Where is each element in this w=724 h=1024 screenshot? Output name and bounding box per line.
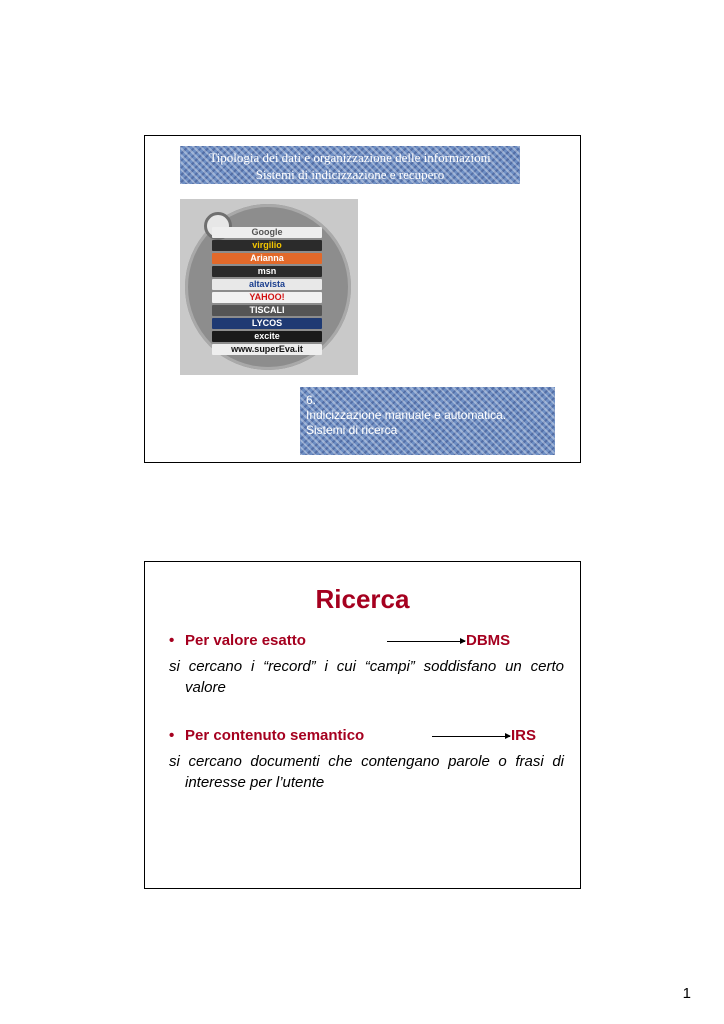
arrow-to-irs	[432, 726, 536, 746]
right-arrow-icon	[387, 641, 465, 642]
target-label: DBMS	[466, 632, 511, 649]
arrow-to-dbms	[387, 631, 510, 651]
logo-bar-msn: msn	[212, 266, 322, 277]
search-engines-logo-image	[180, 199, 358, 375]
bullet-label: Per valore esatto	[185, 632, 306, 649]
search-engine-logo-list	[212, 227, 322, 357]
slide-1-title-banner	[180, 146, 520, 184]
chapter-banner	[300, 387, 555, 455]
slide-1-title-line: Tipologia dei dati e organizzazione delle informazioni	[209, 150, 491, 165]
right-arrow-icon	[432, 736, 510, 737]
logo-bar-www-supereva-it: www.superEva.it	[212, 344, 322, 355]
slide-1-subtitle-line: Sistemi di indicizzazione e recupero	[255, 167, 445, 182]
logo-bar-yahoo-: YAHOO!	[212, 292, 322, 303]
slide-1	[144, 135, 581, 463]
logo-bar-google: Google	[212, 227, 322, 238]
target-label: IRS	[511, 727, 537, 744]
logo-bar-lycos: LYCOS	[212, 318, 322, 329]
page-number: 1	[682, 985, 691, 1002]
semantic-content-description: si cercano documenti che contengano parole o frasi di interesse per l’utente	[169, 753, 564, 791]
bullet-label: Per contenuto semantico	[185, 727, 365, 744]
logo-bar-virgilio: virgilio	[212, 240, 322, 251]
logo-bar-altavista: altavista	[212, 279, 322, 290]
bullet-exact-value	[169, 631, 564, 651]
logo-bar-tiscali: TISCALI	[212, 305, 322, 316]
chapter-number: 6.	[306, 393, 317, 407]
logo-bar-excite: excite	[212, 331, 322, 342]
bullet-semantic-content	[169, 726, 564, 746]
bullet-dot: •	[169, 632, 175, 649]
logo-bar-arianna: Arianna	[212, 253, 322, 264]
slide-2	[144, 561, 581, 889]
chapter-title-line-2: Sistemi di ricerca	[306, 423, 398, 437]
slide-2-title: Ricerca	[315, 584, 410, 614]
chapter-title-line-1: Indicizzazione manuale e automatica.	[306, 408, 507, 422]
exact-value-description: si cercano i “record” i cui “campi” soddisfano un certo valore	[169, 658, 564, 696]
bullet-dot: •	[169, 727, 175, 744]
